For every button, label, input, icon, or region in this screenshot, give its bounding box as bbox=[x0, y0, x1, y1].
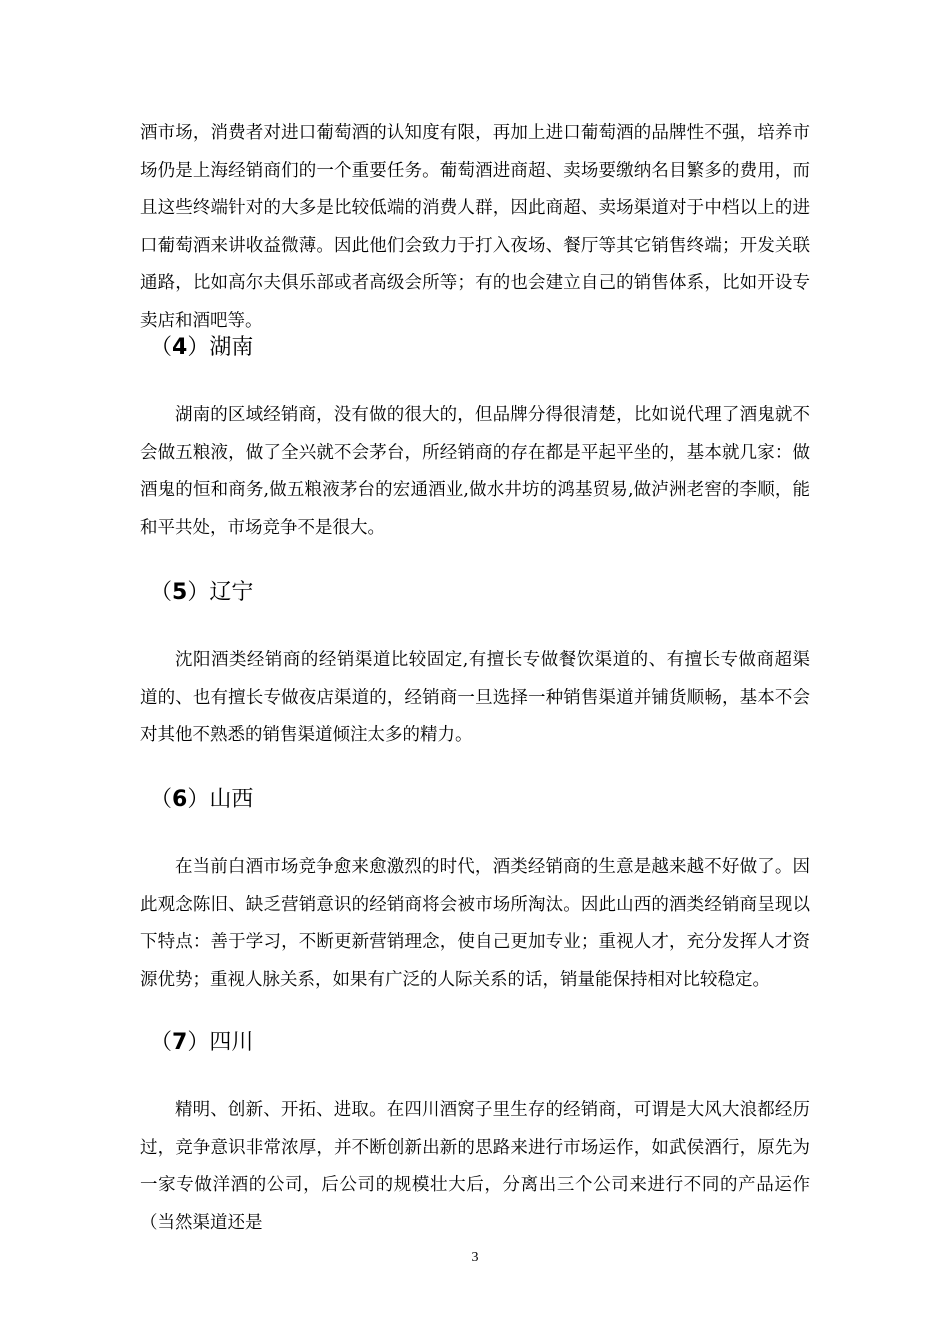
heading-liaoning: （5）辽宁 bbox=[150, 580, 254, 605]
heading-shanxi: （6）山西 bbox=[150, 787, 254, 812]
heading-hunan: （4）湖南 bbox=[150, 335, 254, 360]
paragraph-sichuan: 精明、创新、开拓、进取。在四川酒窝子里生存的经销商，可谓是大风大浪都经历过，竞争意识非常浓厚，并不断创新出新的思路来进行市场运作，如武侯酒行，原先为一家专做洋酒的公司，后公司的规模壮大后，分离出三个公司来进行不同的产品运作（当然渠道还是 bbox=[140, 1100, 810, 1233]
page-number: 3 bbox=[471, 1250, 479, 1265]
paragraph-hunan: 湖南的区域经销商，没有做的很大的，但品牌分得很清楚，比如说代理了酒鬼就不会做五粮液，做了全兴就不会茅台，所经销商的存在都是平起平坐的，基本就几家：做酒鬼的恒和商务,做五粮液茅台的宏通酒业,做水井坊的鸿基贸易,做泸洲老窖的李顺，能和平共处，市场竞争不是很大。 bbox=[140, 405, 810, 538]
paragraph-shanghai-continued: 酒市场，消费者对进口葡萄酒的认知度有限，再加上进口葡萄酒的品牌性不强，培养市场仍是上海经销商们的一个重要任务。葡萄酒进商超、卖场要缴纳名目繁多的费用，而且这些终端针对的大多是比较低端的消费人群，因此商超、卖场渠道对于中档以上的进口葡萄酒来讲收益微薄。因此他们会致力于打入夜场、餐厅等其它销售终端；开发关联通路，比如高尔夫俱乐部或者高级会所等；有的也会建立自己的销售体系，比如开设专卖店和酒吧等。 bbox=[140, 123, 810, 331]
paragraph-shanxi: 在当前白酒市场竞争愈来愈激烈的时代，酒类经销商的生意是越来越不好做了。因此观念陈旧、缺乏营销意识的经销商将会被市场所淘汰。因此山西的酒类经销商呈现以下特点：善于学习，不断更新营销理念，使自己更加专业；重视人才，充分发挥人才资源优势；重视人脉关系，如果有广泛的人际关系的话，销量能保持相对比较稳定。 bbox=[140, 857, 810, 990]
paragraph-liaoning: 沈阳酒类经销商的经销渠道比较固定,有擅长专做餐饮渠道的、有擅长专做商超渠道的、也有擅长专做夜店渠道的，经销商一旦选择一种销售渠道并铺货顺畅，基本不会对其他不熟悉的销售渠道倾注太多的精力。 bbox=[140, 650, 810, 745]
heading-sichuan: （7）四川 bbox=[150, 1030, 254, 1055]
